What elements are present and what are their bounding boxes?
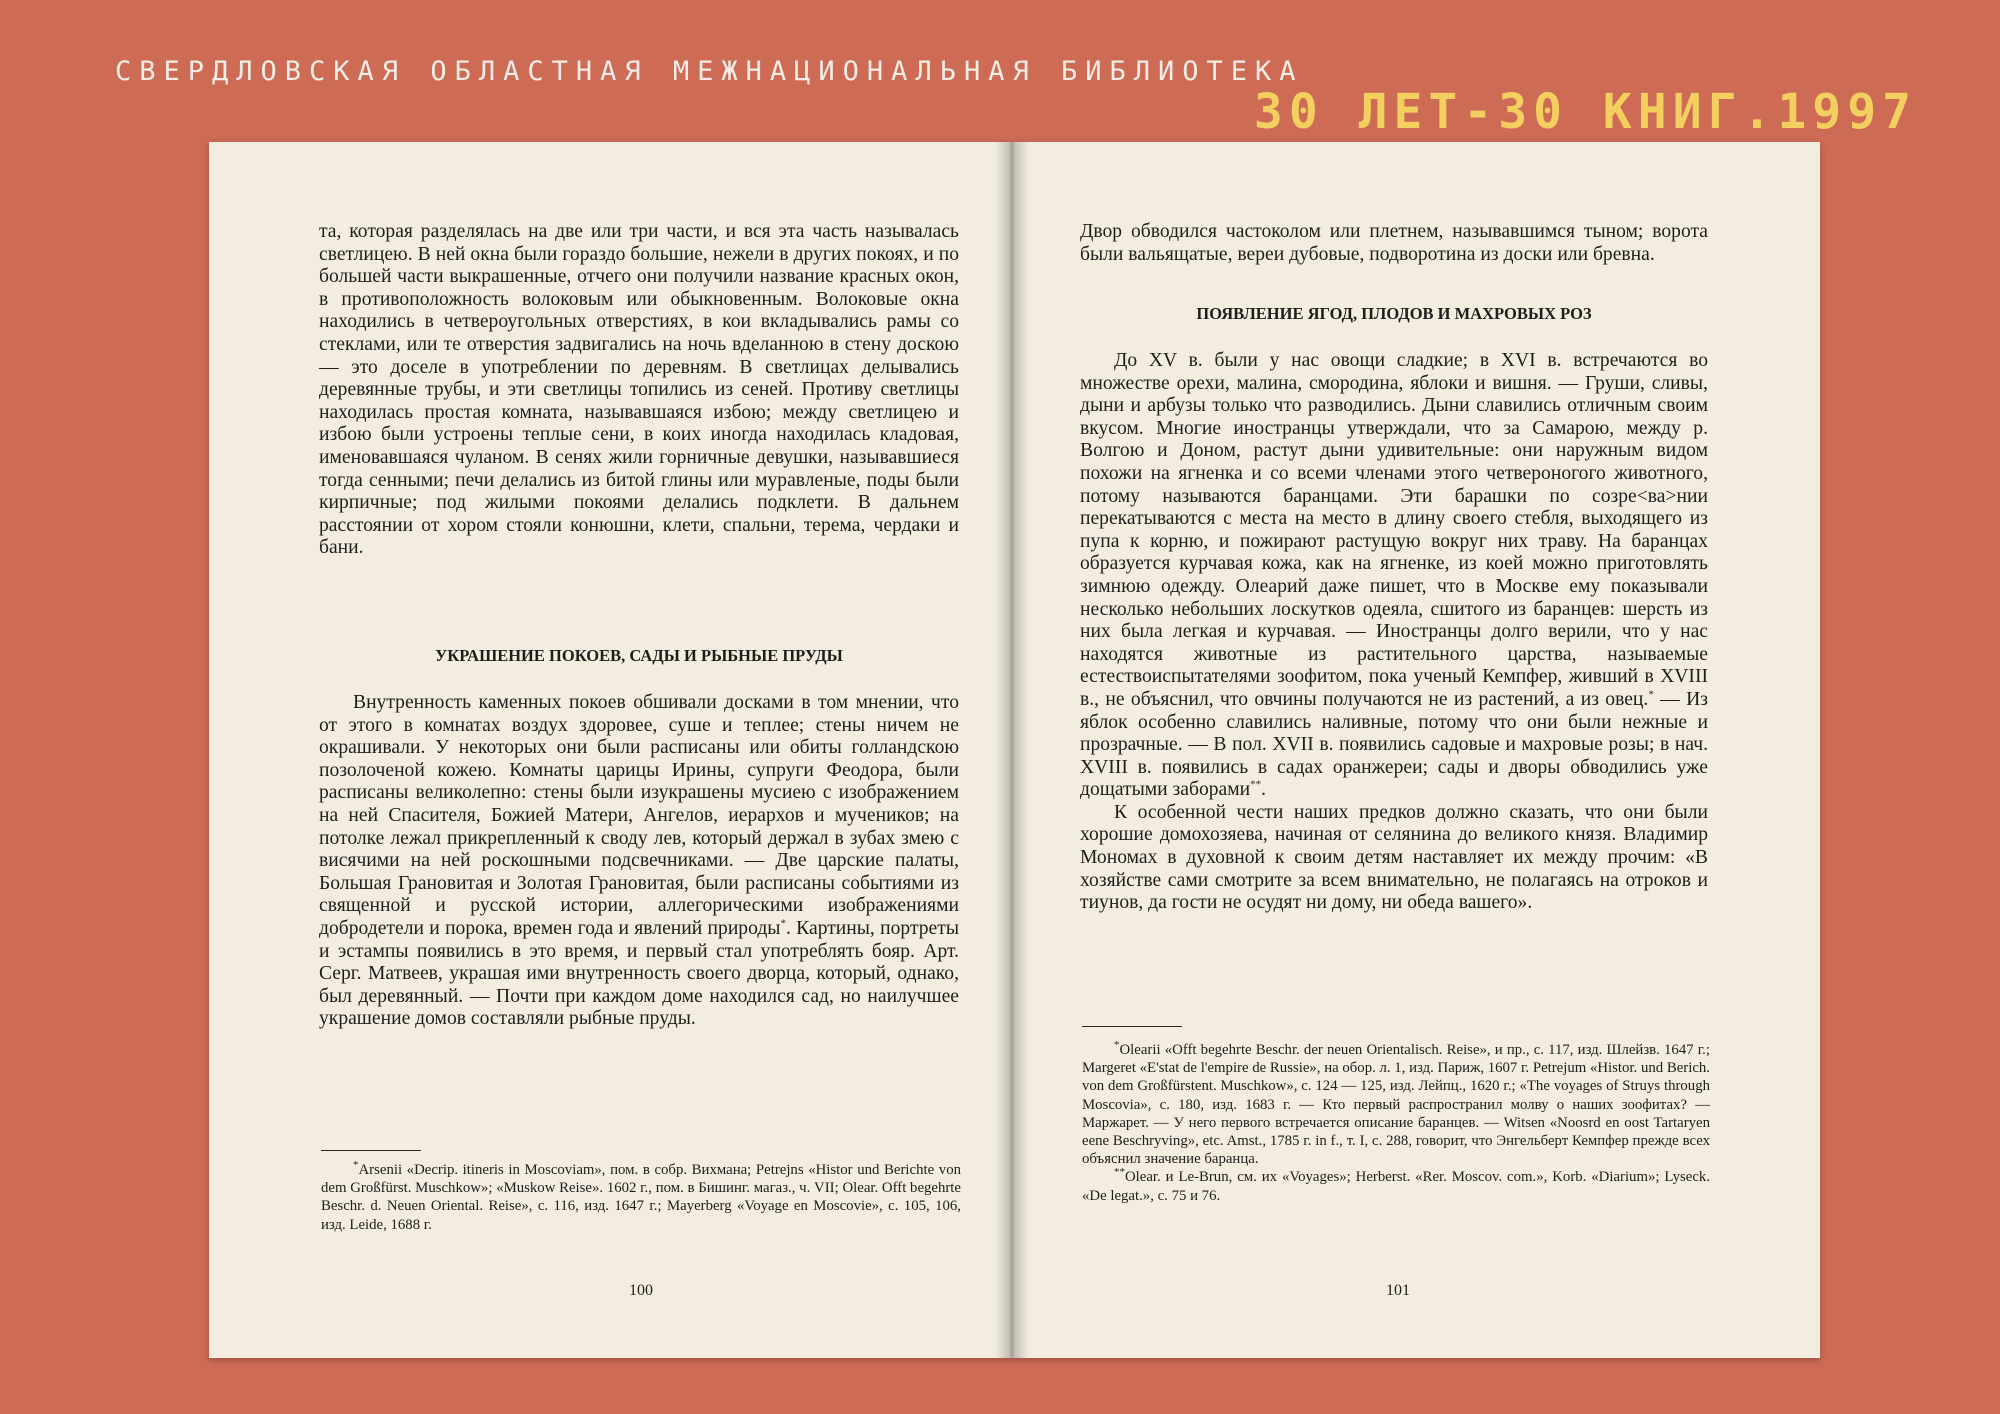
page-number-right: 101 — [1386, 1282, 1410, 1299]
footnote-marker: * — [1648, 688, 1654, 701]
left-footnote — [321, 1161, 961, 1234]
right-heading-part-b: МАХРОВЫХ РОЗ — [1454, 304, 1592, 323]
left-body-text — [319, 221, 959, 560]
right-paragraph-1: Двор обводился частоколом или плетнем, называвшимся тыном; ворота были вальящатые, вереи дубовые, подворотина из доски или бревна. — [1080, 221, 1708, 265]
footnote-marker: * — [1114, 1039, 1120, 1052]
left-paragraph-2 — [319, 692, 959, 1031]
left-paragraph-1: та, которая разделялась на две или три части, и вся эта часть называлась светлицею. В ней окна были гораздо большие, нежели в других покоях, и по большей части выкрашенные, отчего они получили название красных окон, в противоположность волоковым или обыкновенным. Волоковые окна находились в четвероугольных отверстиях, в кои вкладывались рамы со стеклами, или те отверстия задвигались на ночь вделанною в стену доскою — это доселе в употреблении по деревням. В светлицах делывались деревянные трубы, и эти светлицы топились из сеней. Противу светлицы находилась простая комната, называвшаяся избою; между светлицею и избою были устроены теплые сени, в коих иногда находилась кладовая, именовавшаяся чуланом. В сенях жили горничные девушки, называвшиеся тогда сенными; печи делались из битой глины или муравленые, поды были кирпичные; под жилыми покоями делались подклети. В дальнем расстоянии от хором стояли конюшни, клети, спальни, терема, чердаки и бани. — [319, 221, 959, 559]
book-spine-shadow — [995, 142, 1029, 1358]
footnote-rule — [1082, 1026, 1182, 1027]
collection-title: 30 ЛЕТ-30 КНИГ.1997 — [1253, 84, 1917, 140]
footnote-marker: ** — [1114, 1166, 1125, 1179]
right-heading-part-a: ПОЯВЛЕНИЕ ЯГОД, ПЛОДОВ И — [1196, 304, 1451, 323]
open-book-scan — [209, 142, 1820, 1358]
right-paragraph-2c: . — [1261, 779, 1267, 801]
left-body-text-2 — [319, 692, 959, 1031]
right-paragraph-2 — [1080, 350, 1708, 802]
page-number-left: 100 — [629, 1282, 653, 1299]
library-banner: СВЕРДЛОВСКАЯ ОБЛАСТНАЯ МЕЖНАЦИОНАЛЬНАЯ БИБЛИОТЕКА — [115, 56, 1304, 87]
right-footnote-2: Olear. и Le-Brun, см. их «Voyages»; Herberst. «Rer. Moscov. com.», Korb. «Diarium»; Lyseck. «De legat.», с. 75 и 76. — [1082, 1169, 1710, 1204]
right-footnote-1: Olearii «Offt begehrte Beschr. der neuen Orientalisch. Reise», и пр., с. 117, изд. Шлейзв. 1647 г.; Margeret «E'stat de l'empire de Russie», на обор. л. 1, изд. Париж, 1607 г. Petrejum «Histor. und Berich. von dem Großfürstent. Muschkow», с. 124 — 125, изд. Лейпц., 1620 г.; «The voyages of Struys through Moscovia», с. 180, изд. 1683 г. — Кто первый распространил молву о наших зоофитах? — Маржарет. — У него первого встречается описание баранцев. — Witsen «Noosrd en oost Tartaryen eene Beschryving», etc. Amst., 1785 г. in f., т. I, с. 288, говорит, что Энгельберт Кемпфер прежде всех объяснил значение баранца. — [1082, 1042, 1710, 1168]
right-body-text-2 — [1080, 350, 1708, 915]
right-page — [1011, 142, 1820, 1358]
left-paragraph-2b: . Картины, портреты и эстампы появились в это время, и первый стал употреблять бояр. Арт. Серг. Матвеев, украшая ими внутренность своего дворца, который, однако, был деревянный. — Почти при каждом доме находился сад, но наилучшее украшение домов составляли рыбные пруды. — [319, 917, 959, 1030]
right-paragraph-2b: — Из яблок особенно славились наливные, потому что они были нежные и прозрачные. — В пол. XVII в. появились садовые и махровые розы; в нач. XVIII в. появились в садах оранжереи; сады и дворы обводились уже дощатыми заборами — [1080, 688, 1708, 801]
footnote-marker: * — [780, 917, 786, 930]
right-paragraph-3: К особенной чести наших предков должно сказать, что они были хорошие домохозяева, начиная от селянина до великого князя. Владимир Мономах в духовной к своим детям наставляет их между прочим: «В хозяйстве сами смотрите за всем внимательно, не полагаясь на отроков и тиунов, да гости не осудят ни дому, ни обеда вашего». — [1080, 801, 1708, 914]
right-section-heading — [1080, 304, 1708, 324]
right-footnotes — [1082, 1041, 1710, 1205]
footnote-rule — [321, 1150, 421, 1151]
right-body-text — [1080, 221, 1708, 266]
left-section-heading: УКРАШЕНИЕ ПОКОЕВ, САДЫ И РЫБНЫЕ ПРУДЫ — [435, 646, 843, 665]
left-paragraph-2a: Внутренность каменных покоев обшивали досками в том мнении, что от этого в комнатах воздух здоровее, суше и теплее; стены ничем не окрашивали. У некоторых они были расписаны или обиты голландскою позолоченой кожею. Комнаты царицы Ирины, супруги Феодора, были расписаны великолепно: стены были изукрашены мусиею с изображением на ней Спасителя, Божией Матери, Ангелов, иерархов и мучеников; на потолке лежал прикрепленный к своду лев, который держал в зубах змею с висячими на ней роскошными подсвечниками. — Две царские палаты, Большая Грановитая и Золотая Грановитая, были расписаны событиями из священной и русской истории, аллегорическими изображениями добродетели и порока, времен года и явлений природы — [319, 692, 959, 939]
right-paragraph-2a: До XV в. были у нас овощи сладкие; в XVI в. встречаются во множестве орехи, малина, смородина, яблоки и вишня. — Груши, сливы, дыни и арбузы только что разводились. Дыни славились отличным своим вкусом. Многие иностранцы утверждали, что за Самарою, между р. Волгою и Доном, растут дыни удивительные: они наружным видом похожи на ягненка и со всеми членами этого четвероногого животного, потому называются баранцами. Эти барашки по созре<ва>нии перекатываются с места на место в длину своего стебля, выходящего из пупа к корню, и пожирают растущую вокруг них траву. На баранцах образуется курчавая кожа, как на ягненке, из коей можно приготовлять зимнюю одежду. Олеарий даже пишет, что в Москве ему показывали несколько небольших лоскутков одеяла, сшитого из баранцев: шерсть из них была легкая и курчавая. — Иностранцы долго верили, что у нас находятся животные из растительного царства, называемые естествоиспытателями зоофитом, пока ученый Кемпфер, живший в XVIII в., не объяснил, что овчины получаются не из растений, а из овец. — [1080, 350, 1708, 710]
left-page — [209, 142, 1011, 1358]
footnote-marker: ** — [1250, 778, 1262, 791]
footnote-marker: * — [353, 1159, 359, 1172]
left-footnote-text: Arsenii «Decrip. itineris in Moscoviam», пом. в собр. Вихмана; Petrejns «Histor und Berichte von dem Großfürst. Muschkow»; «Muskow Reise». 1602 г., пом. в Бишинг. магаз., ч. VII; Olear. Offt begehrte Beschr. d. Neuen Oriental. Reise», с. 116, изд. 1647 г.; Mayerberg «Voyage en Moscovie», с. 105, 106, изд. Leide, 1688 г. — [321, 1162, 961, 1233]
